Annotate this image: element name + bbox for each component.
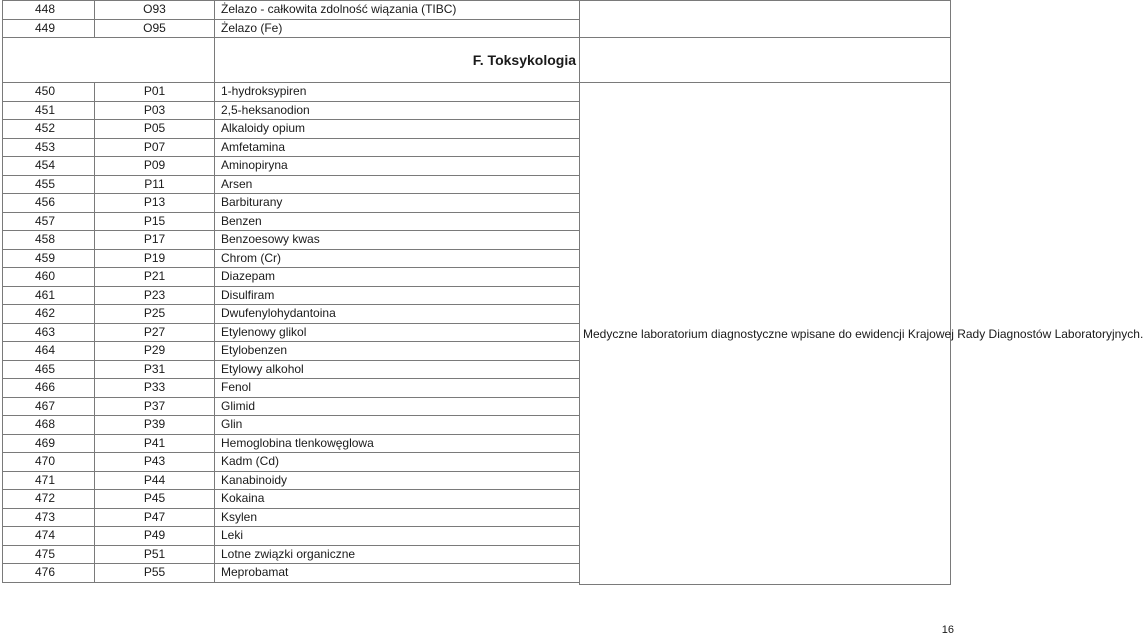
row-number: 468 [3, 416, 95, 435]
row-name: Benzen [215, 212, 580, 231]
row-code: P43 [95, 453, 215, 472]
row-code: O93 [95, 1, 215, 20]
section-description: Medyczne laboratorium diagnostyczne wpisane do ewidencji Krajowej Rady Diagnostów Laboratoryjnych. [580, 83, 951, 585]
row-name: Diazepam [215, 268, 580, 287]
row-number: 472 [3, 490, 95, 509]
row-code: P29 [95, 342, 215, 361]
row-name: Kanabinoidy [215, 471, 580, 490]
row-code: P55 [95, 564, 215, 583]
row-code: P23 [95, 286, 215, 305]
row-name: Żelazo - całkowita zdolność wiązania (TIBC) [215, 1, 580, 20]
row-code: P25 [95, 305, 215, 324]
row-code: P27 [95, 323, 215, 342]
row-code: P37 [95, 397, 215, 416]
row-name: Fenol [215, 379, 580, 398]
row-code: P15 [95, 212, 215, 231]
table-row [3, 83, 951, 102]
row-number: 462 [3, 305, 95, 324]
row-name: Leki [215, 527, 580, 546]
row-code: P01 [95, 83, 215, 102]
row-name: Etylobenzen [215, 342, 580, 361]
row-number: 459 [3, 249, 95, 268]
row-name: Hemoglobina tlenkowęglowa [215, 434, 580, 453]
row-code: P11 [95, 175, 215, 194]
row-name: Kokaina [215, 490, 580, 509]
row-code: P33 [95, 379, 215, 398]
row-number: 476 [3, 564, 95, 583]
row-name: Disulfiram [215, 286, 580, 305]
row-number: 464 [3, 342, 95, 361]
row-code: P49 [95, 527, 215, 546]
row-code: P21 [95, 268, 215, 287]
row-name: Arsen [215, 175, 580, 194]
row-name: Żelazo (Fe) [215, 19, 580, 38]
row-number: 448 [3, 1, 95, 20]
row-number: 449 [3, 19, 95, 38]
spacer-cell [3, 582, 580, 585]
empty-desc-cell [580, 1, 951, 38]
row-number: 461 [3, 286, 95, 305]
row-code: P03 [95, 101, 215, 120]
row-number: 470 [3, 453, 95, 472]
row-name: Barbiturany [215, 194, 580, 213]
row-number: 466 [3, 379, 95, 398]
row-name: 2,5-heksanodion [215, 101, 580, 120]
row-number: 452 [3, 120, 95, 139]
row-number: 474 [3, 527, 95, 546]
row-code: P31 [95, 360, 215, 379]
section-title: F. Toksykologia [215, 38, 580, 83]
row-number: 458 [3, 231, 95, 250]
row-name: Lotne związki organiczne [215, 545, 580, 564]
row-name: Ksylen [215, 508, 580, 527]
row-code: P41 [95, 434, 215, 453]
row-code: P13 [95, 194, 215, 213]
row-code: P44 [95, 471, 215, 490]
row-name: Etylenowy glikol [215, 323, 580, 342]
row-name: Dwufenylohydantoina [215, 305, 580, 324]
row-name: Glin [215, 416, 580, 435]
row-number: 465 [3, 360, 95, 379]
section-header-blank [3, 38, 215, 83]
row-code: O95 [95, 19, 215, 38]
row-number: 463 [3, 323, 95, 342]
row-code: P07 [95, 138, 215, 157]
row-number: 454 [3, 157, 95, 176]
row-code: P05 [95, 120, 215, 139]
row-name: Meprobamat [215, 564, 580, 583]
row-number: 451 [3, 101, 95, 120]
table-row [3, 1, 951, 20]
row-name: 1-hydroksypiren [215, 83, 580, 102]
row-number: 460 [3, 268, 95, 287]
row-name: Aminopiryna [215, 157, 580, 176]
lab-tests-table [2, 0, 1143, 585]
row-number: 453 [3, 138, 95, 157]
row-number: 469 [3, 434, 95, 453]
row-code: P19 [95, 249, 215, 268]
row-name: Kadm (Cd) [215, 453, 580, 472]
row-number: 467 [3, 397, 95, 416]
row-number: 455 [3, 175, 95, 194]
section-header-row [3, 38, 951, 83]
row-code: P17 [95, 231, 215, 250]
row-name: Benzoesowy kwas [215, 231, 580, 250]
row-name: Amfetamina [215, 138, 580, 157]
row-name: Chrom (Cr) [215, 249, 580, 268]
row-code: P51 [95, 545, 215, 564]
row-name: Alkaloidy opium [215, 120, 580, 139]
row-code: P45 [95, 490, 215, 509]
row-number: 473 [3, 508, 95, 527]
row-code: P09 [95, 157, 215, 176]
page-number: 16 [941, 624, 954, 636]
row-code: P47 [95, 508, 215, 527]
row-number: 471 [3, 471, 95, 490]
row-number: 450 [3, 83, 95, 102]
section-header-right [580, 38, 951, 83]
row-number: 475 [3, 545, 95, 564]
row-name: Etylowy alkohol [215, 360, 580, 379]
row-number: 457 [3, 212, 95, 231]
row-code: P39 [95, 416, 215, 435]
row-number: 456 [3, 194, 95, 213]
row-name: Glimid [215, 397, 580, 416]
